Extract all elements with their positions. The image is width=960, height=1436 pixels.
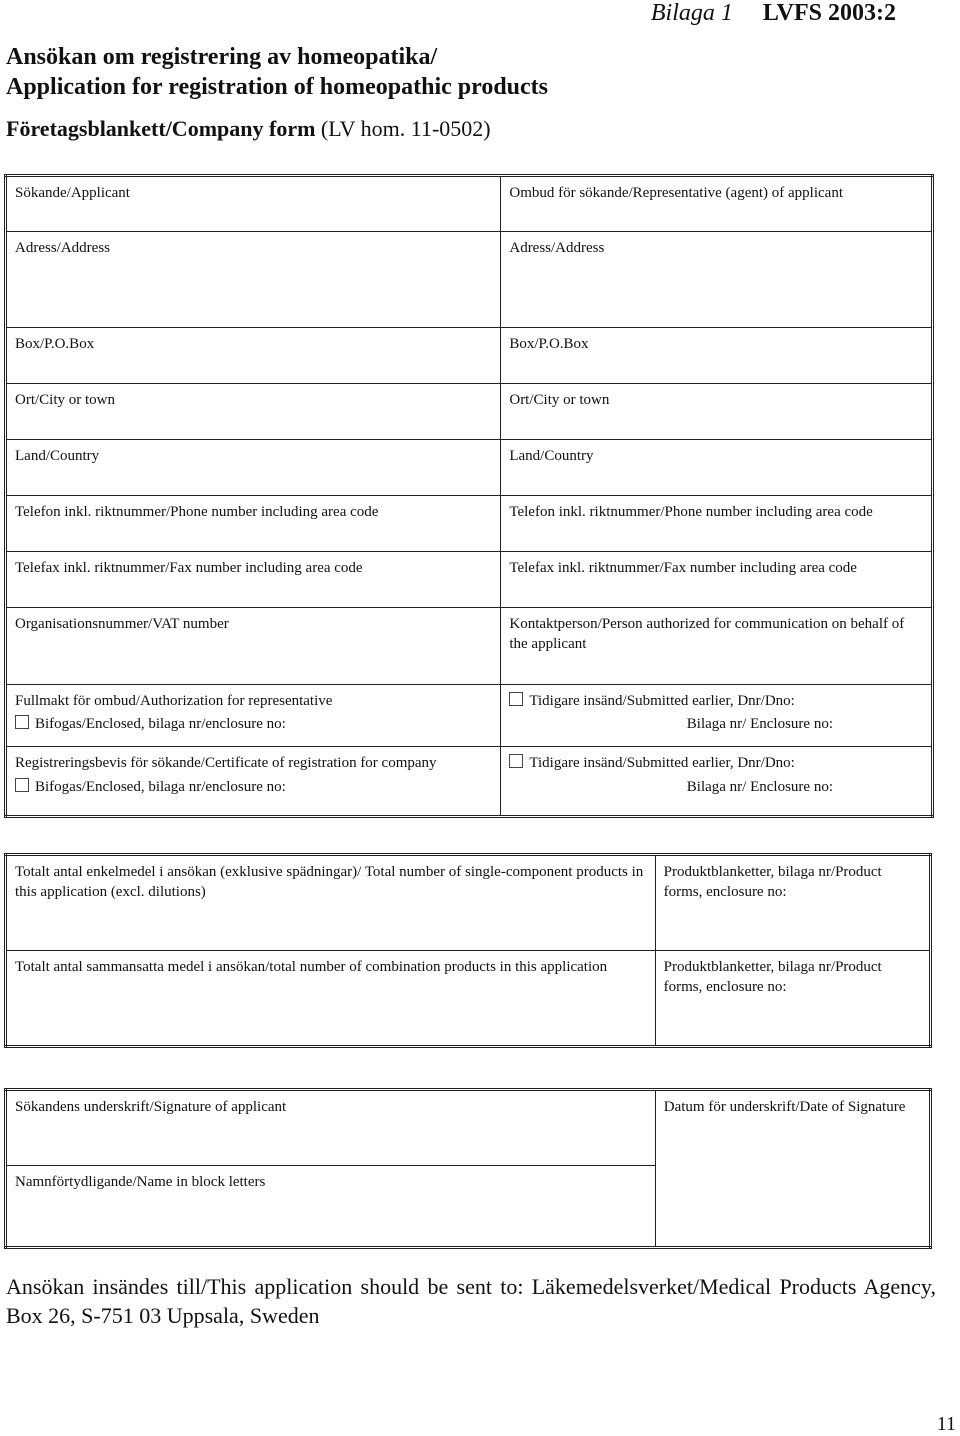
- signature-label: Sökandens underskrift/Signature of applicant: [15, 1099, 287, 1115]
- box-field-left[interactable]: [6, 328, 501, 384]
- form-code: (LV hom. 11-0502): [315, 116, 491, 141]
- single-forms-label: Produktblanketter, bilaga nr/Product forms, enclosure no:: [663, 864, 882, 900]
- name-field[interactable]: [6, 1166, 656, 1248]
- org-number-label: Organisationsnummer/VAT number: [15, 616, 229, 632]
- box-label-left: Box/P.O.Box: [15, 336, 95, 352]
- address-field-left[interactable]: [6, 232, 501, 328]
- fax-label-right: Telefax inkl. riktnummer/Fax number including area code: [509, 560, 857, 576]
- date-label: Datum för underskrift/Date of Signature: [663, 1099, 906, 1115]
- form-subtitle: [6, 116, 491, 142]
- combo-total-label: Totalt antal sammansatta medel i ansökan/total number of combination products in this application: [15, 959, 608, 975]
- single-forms-field[interactable]: [655, 855, 930, 951]
- applicant-field[interactable]: [6, 176, 501, 232]
- address-label-left: Adress/Address: [15, 240, 110, 256]
- certificate-submitted-cell: [501, 747, 933, 817]
- country-label-left: Land/Country: [15, 448, 100, 464]
- combo-forms-field[interactable]: [655, 951, 930, 1047]
- city-field-left[interactable]: [6, 384, 501, 440]
- city-label-left: Ort/City or town: [15, 392, 115, 408]
- date-field[interactable]: [655, 1090, 930, 1248]
- send-to-text: Ansökan insändes till/This application should be sent to: Läkemedelsverket/Medical Products Agency, Box 26, S-751 03 Uppsala, Sweden: [6, 1274, 936, 1328]
- city-label-right: Ort/City or town: [509, 392, 610, 408]
- fax-label-left: Telefax inkl. riktnummer/Fax number including area code: [15, 560, 363, 576]
- fax-field-left[interactable]: [6, 552, 501, 608]
- contact-person-label: Kontaktperson/Person authorized for communication on behalf of the applicant: [509, 616, 905, 652]
- header-right: [651, 0, 896, 27]
- certificate-submitted-checkbox[interactable]: [509, 754, 523, 768]
- single-total-field[interactable]: [6, 855, 656, 951]
- address-field-right[interactable]: [501, 232, 933, 328]
- lvfs-label: LVFS 2003:2: [762, 0, 896, 26]
- country-label-right: Land/Country: [509, 448, 594, 464]
- authorization-enclosed-label: Bifogas/Enclosed, bilaga nr/enclosure no:: [35, 716, 286, 732]
- fax-field-right[interactable]: [501, 552, 933, 608]
- products-table: [4, 853, 932, 1048]
- authorization-submitted-checkbox[interactable]: [509, 692, 523, 706]
- page-number: 11: [936, 1413, 956, 1435]
- authorization-submitted-cell: [501, 685, 933, 747]
- signature-field[interactable]: [6, 1090, 656, 1166]
- signature-table: [4, 1088, 932, 1249]
- applicant-label: Sökande/Applicant: [15, 185, 130, 201]
- authorization-cell: [6, 685, 501, 747]
- phone-field-right[interactable]: [501, 496, 933, 552]
- authorization-enclosure-no: Bilaga nr/ Enclosure no:: [686, 716, 833, 732]
- name-label: Namnförtydligande/Name in block letters: [15, 1174, 266, 1190]
- city-field-right[interactable]: [501, 384, 933, 440]
- phone-field-left[interactable]: [6, 496, 501, 552]
- certificate-enclosed-label: Bifogas/Enclosed, bilaga nr/enclosure no:: [35, 779, 286, 795]
- form-label: Företagsblankett/Company form: [6, 116, 316, 141]
- certificate-enclosed-checkbox[interactable]: [15, 778, 29, 792]
- org-number-field[interactable]: [6, 608, 501, 685]
- box-label-right: Box/P.O.Box: [509, 336, 589, 352]
- contact-person-field[interactable]: [501, 608, 933, 685]
- authorization-label: Fullmakt för ombud/Authorization for representative: [15, 693, 333, 709]
- box-field-right[interactable]: [501, 328, 933, 384]
- representative-label: Ombud för sökande/Representative (agent) of applicant: [509, 185, 843, 201]
- page-title: [6, 42, 548, 102]
- phone-label-left: Telefon inkl. riktnummer/Phone number including area code: [15, 504, 379, 520]
- certificate-enclosure-no: Bilaga nr/ Enclosure no:: [686, 779, 833, 795]
- combo-total-field[interactable]: [6, 951, 656, 1047]
- certificate-submitted-label: Tidigare insänd/Submitted earlier, Dnr/Dno:: [529, 755, 795, 771]
- representative-field[interactable]: [501, 176, 933, 232]
- bilaga-label: Bilaga 1: [650, 0, 733, 26]
- authorization-submitted-label: Tidigare insänd/Submitted earlier, Dnr/Dno:: [529, 693, 795, 709]
- single-total-label: Totalt antal enkelmedel i ansökan (exklusive spädningar)/ Total number of single-component products in this application (excl. dilutions): [15, 864, 644, 900]
- address-label-right: Adress/Address: [509, 240, 605, 256]
- country-field-right[interactable]: [501, 440, 933, 496]
- certificate-cell: [6, 747, 501, 817]
- authorization-enclosed-checkbox[interactable]: [15, 715, 29, 729]
- combo-forms-label: Produktblanketter, bilaga nr/Product forms, enclosure no:: [663, 959, 882, 995]
- phone-label-right: Telefon inkl. riktnummer/Phone number including area code: [509, 504, 873, 520]
- certificate-label: Registreringsbevis för sökande/Certificate of registration for company: [15, 755, 437, 771]
- title-line-1: Ansökan om registrering av homeopatika/: [6, 44, 438, 70]
- title-line-2: Application for registration of homeopathic products: [6, 74, 549, 100]
- country-field-left[interactable]: [6, 440, 501, 496]
- applicant-table: [4, 174, 934, 818]
